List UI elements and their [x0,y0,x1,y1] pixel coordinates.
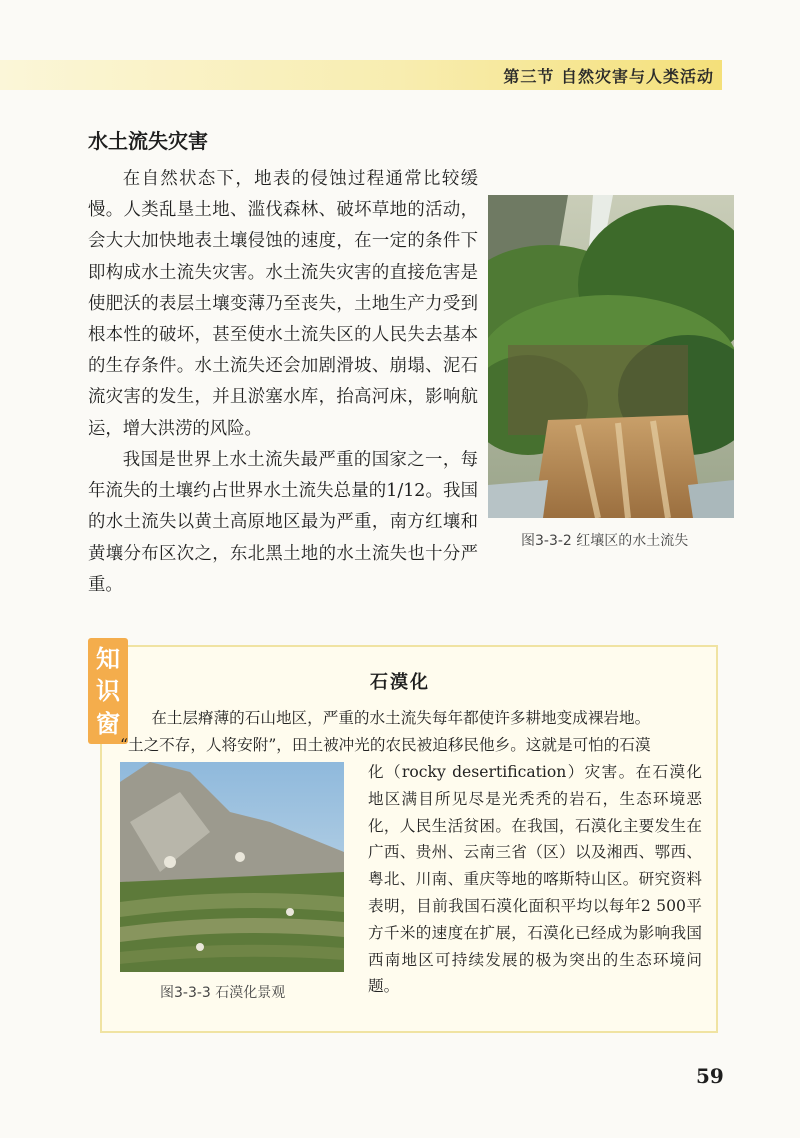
section-heading: 水土流失灾害 [88,129,208,153]
figure-3-caption: 图3-3-3 石漠化景观 [160,985,286,1001]
chapter-title: 第三节 自然灾害与人类活动 [503,67,714,86]
knowledge-window-heading: 石漠化 [370,672,430,693]
figure-2-caption: 图3-3-2 红壤区的水土流失 [521,533,689,549]
tab-char-1: 知 [96,644,120,673]
tab-char-2: 识 [96,677,120,705]
tab-char-3: 窗 [96,709,120,738]
red-soil-erosion-photo [488,195,734,518]
knowledge-window-line-2: “土之不存，人将安附”，田土被冲光的农民被迫移民他乡。这就是可怕的石漠 [120,736,651,754]
body-paragraph-1: 在自然状态下，地表的侵蚀过程通常比较缓慢。人类乱垦土地、滥伐森林、破坏草地的活动，会大大加快地表土壤侵蚀的速度，在一定的条件下即构成水土流失灾害。水土流失灾害的直接危害是使肥沃的表层土壤变薄乃至丧失，土地生产力受到根本性的破坏，甚至使水土流失区的人民失去基本的生存条件。水土流失还会加剧滑坡、崩塌、泥石流灾害的发生，并且淤塞水库，抬高河床，影响航运，增大洪涝的风险。 [88,169,478,439]
knowledge-window-paragraph: 化（rocky desertification）灾害。在石漠化地区满目所见尽是光秃秃的岩石，生态环境恶化，人民生活贫困。在我国，石漠化主要发生在广西、贵州、云南三省（区）以及湘西、鄂西、粤北、川南、重庆等地的喀斯特山区。研究资料表明，目前我国石漠化面积平均以每年2 500平方千米的速度在扩展，石漠化已经成为影响我国西南地区可持续发展的极为突出的生态环境问题。 [368,763,702,996]
rocky-desertification-photo [120,762,344,972]
page-number: 59 [696,1064,724,1088]
chapter-header-band [0,60,722,90]
body-paragraph-2: 我国是世界上水土流失最严重的国家之一，每年流失的土壤约占世界水土流失总量的1/12。我国的水土流失以黄土高原地区最为严重，南方红壤和黄壤分布区次之，东北黑土地的水土流失也十分严重。 [88,450,478,595]
knowledge-window-line-1: 在土层瘠薄的石山地区，严重的水土流失每年都使许多耕地变成裸岩地。 [151,709,651,727]
